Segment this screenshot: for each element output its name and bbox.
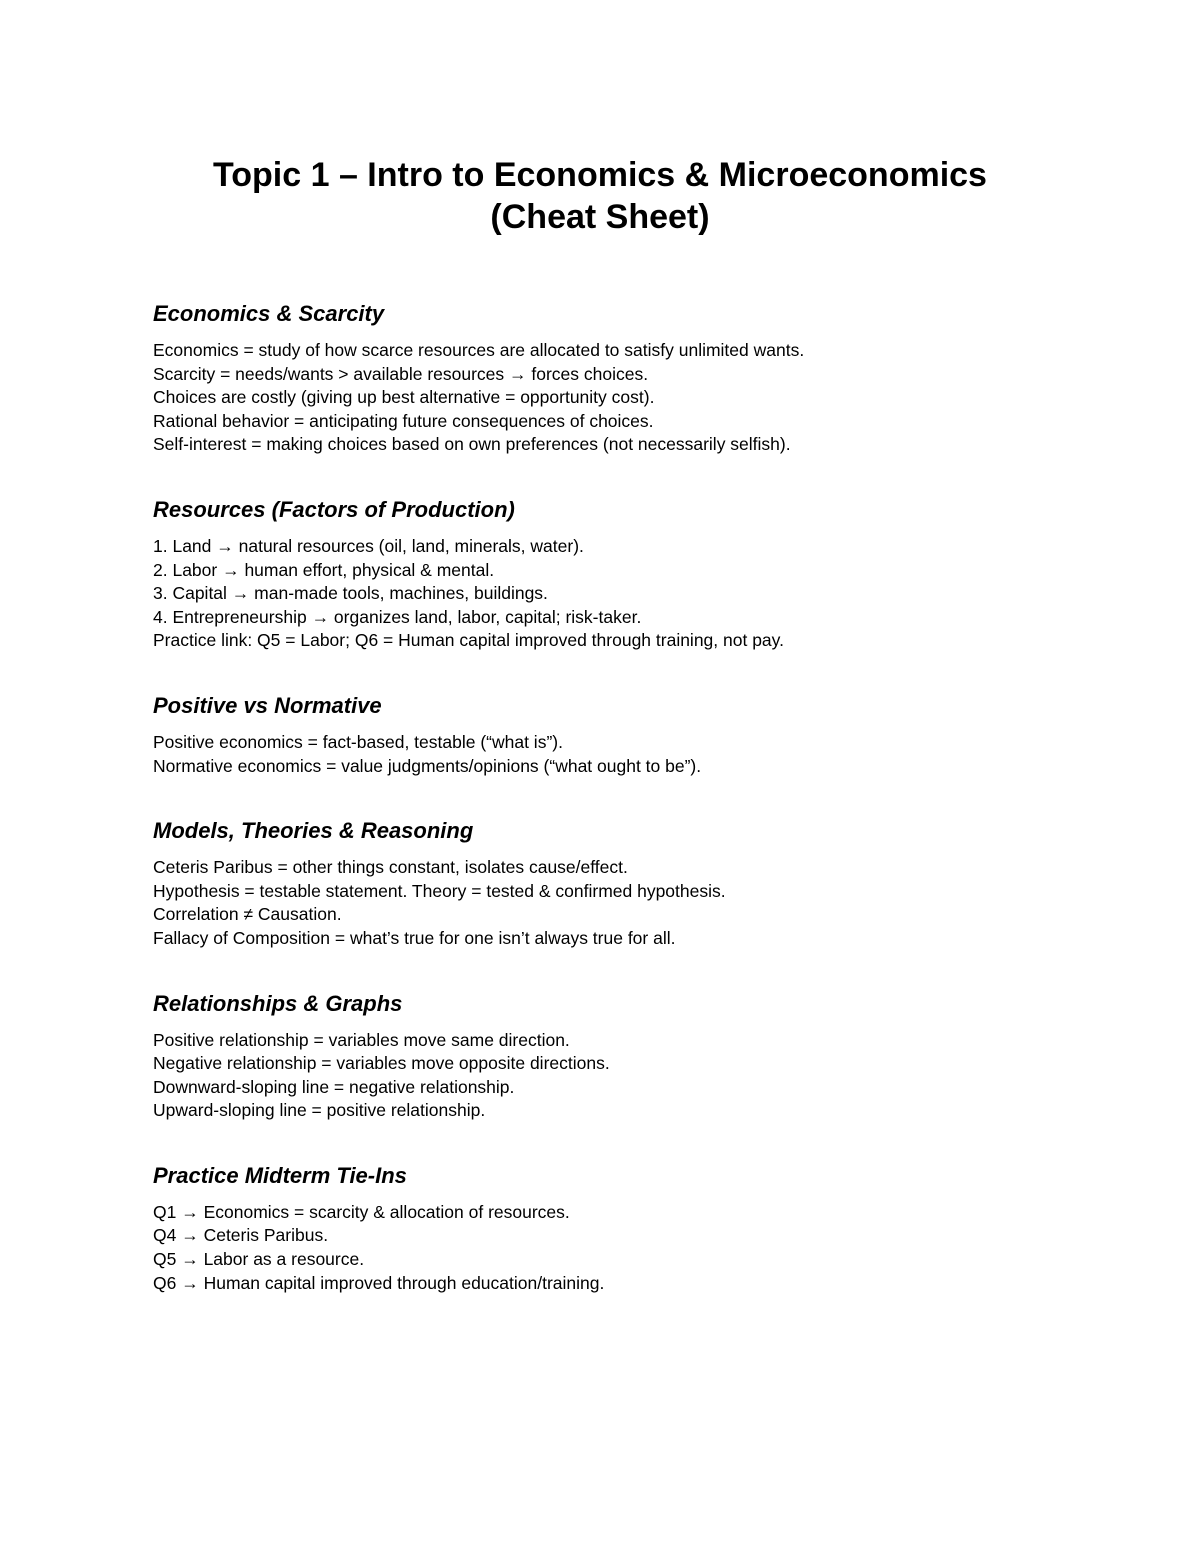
text-line: Hypothesis = testable statement. Theory = tested & confirmed hypothesis. (153, 880, 726, 901)
text-line: Fallacy of Composition = what’s true for one isn’t always true for all. (153, 927, 676, 948)
text-line: 2. Labor → human effort, physical & mental. (153, 559, 495, 580)
text-line: Positive relationship = variables move same direction. (153, 1029, 570, 1050)
text-line: Correlation ≠ Causation. (153, 904, 342, 925)
document-content (153, 299, 1103, 1295)
section-practice-midterm (153, 1161, 1103, 1295)
section-economics-scarcity (153, 299, 1103, 457)
text-line: Negative relationship = variables move opposite directions. (153, 1053, 610, 1074)
text-line: 3. Capital → man-made tools, machines, buildings. (153, 583, 548, 604)
section-heading: Models, Theories & Reasoning (153, 818, 474, 844)
text-line: Upward-sloping line = positive relationship. (153, 1100, 486, 1121)
section-relationships-graphs (153, 989, 1103, 1123)
section-heading: Economics & Scarcity (153, 301, 385, 326)
page-title (0, 154, 1200, 238)
text-line: Ceteris Paribus = other things constant, isolates cause/effect. (153, 857, 628, 878)
section-heading: Resources (Factors of Production) (153, 496, 515, 522)
text-line: Q5 → Labor as a resource. (153, 1249, 365, 1270)
text-line: Positive economics = fact-based, testable (“what is”). (153, 731, 563, 752)
text-line: Choices are costly (giving up best alternative = opportunity cost). (153, 387, 655, 408)
page-title-line-2: (Cheat Sheet) (490, 198, 710, 236)
section-heading: Positive vs Normative (153, 692, 382, 718)
text-line: Normative economics = value judgments/opinions (“what ought to be”). (153, 755, 702, 776)
text-line: 1. Land → natural resources (oil, land, minerals, water). (153, 535, 584, 556)
text-line: Q6 → Human capital improved through education/training. (153, 1272, 605, 1293)
text-line: Scarcity = needs/wants > available resources → forces choices. (153, 363, 649, 384)
section-heading: Practice Midterm Tie-Ins (153, 1162, 407, 1188)
text-line: Downward-sloping line = negative relationship. (153, 1076, 515, 1097)
text-line: Rational behavior = anticipating future consequences of choices. (153, 410, 654, 431)
text-line: Q4 → Ceteris Paribus. (153, 1225, 329, 1246)
text-line: 4. Entrepreneurship → organizes land, labor, capital; risk-taker. (153, 606, 642, 627)
section-positive-vs-normative (153, 691, 1103, 778)
text-line: Economics = study of how scarce resources are allocated to satisfy unlimited wants. (153, 340, 805, 360)
text-line: Practice link: Q5 = Labor; Q6 = Human capital improved through training, not pay. (153, 630, 784, 651)
section-heading: Relationships & Graphs (153, 990, 403, 1016)
page-title-line-1: Topic 1 – Intro to Economics & Microeconomics (213, 156, 987, 194)
text-line: Self-interest = making choices based on own preferences (not necessarily selfish). (153, 434, 791, 455)
section-resources (153, 495, 1103, 653)
section-models-theories (153, 816, 1103, 950)
text-line: Q1 → Economics = scarcity & allocation of resources. (153, 1201, 570, 1222)
